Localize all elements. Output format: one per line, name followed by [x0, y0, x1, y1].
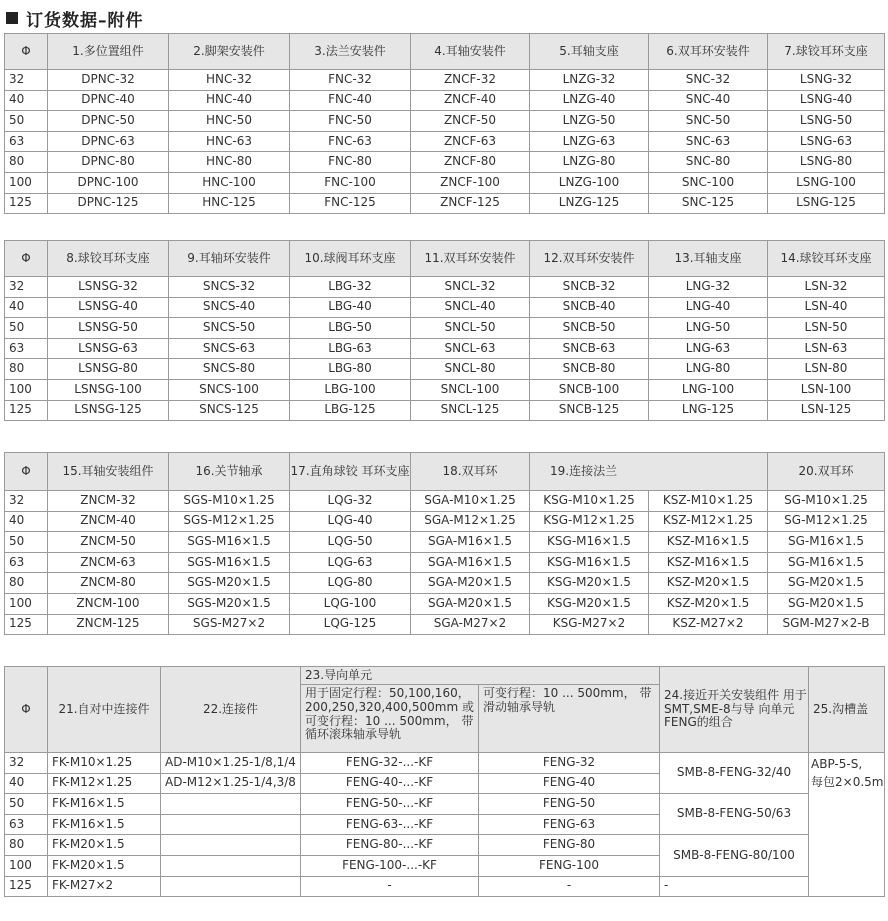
part-number-cell: SNC-100 [649, 172, 768, 193]
part-number-cell: LSNSG-40 [48, 297, 169, 318]
part-number-cell: AD-M12×1.25-1/4,3/8 [161, 773, 301, 794]
part-number-cell: LNG-100 [649, 379, 768, 400]
part-number-cell: SNCS-80 [169, 359, 290, 380]
part-number-cell: LNG-63 [649, 338, 768, 359]
part-number-cell: SGM-M27×2-B [768, 614, 885, 635]
bore-size-cell: 32 [5, 70, 48, 91]
bore-size-cell: 80 [5, 835, 48, 856]
part-number-cell: SGS-M10×1.25 [169, 491, 290, 512]
section-heading [6, 6, 144, 30]
part-number-cell: SGS-M16×1.5 [169, 532, 290, 553]
page-title: 订货数据–附件 [26, 10, 144, 31]
column-header: 5.耳轴支座 [530, 34, 649, 70]
part-number-cell: LQG-32 [290, 491, 411, 512]
part-number-cell: FENG-40-...-KF [301, 773, 479, 794]
part-number-cell: LSNG-50 [768, 111, 885, 132]
part-number-cell: KSZ-M12×1.25 [649, 511, 768, 532]
bore-size-cell: 100 [5, 855, 48, 876]
part-number-cell: FK-M10×1.25 [48, 753, 161, 774]
part-number-cell: LNG-40 [649, 297, 768, 318]
column-header: 11.双耳环安装件 [411, 241, 530, 277]
part-number-cell: LSN-80 [768, 359, 885, 380]
part-number-cell: LBG-32 [290, 277, 411, 298]
part-number-cell: LNZG-125 [530, 193, 649, 214]
column-header: 14.球铰耳环支座 [768, 241, 885, 277]
part-number-cell: KSG-M16×1.5 [530, 552, 649, 573]
part-number-cell: FENG-32 [479, 753, 660, 774]
part-number-cell: LQG-100 [290, 593, 411, 614]
table-row [5, 152, 885, 173]
table-row [5, 532, 885, 553]
part-number-cell: FK-M20×1.5 [48, 855, 161, 876]
part-number-cell: SNCB-80 [530, 359, 649, 380]
header-phi: Φ [5, 667, 48, 753]
proximity-switch-kit-cell: SMB-8-FENG-32/40 [660, 753, 809, 794]
header-connecting-flange: 19.连接法兰 [530, 453, 768, 491]
part-number-cell: FENG-80 [479, 835, 660, 856]
proximity-switch-kit-cell: - [660, 876, 809, 897]
part-number-cell: LBG-125 [290, 400, 411, 421]
part-number-cell: KSG-M27×2 [530, 614, 649, 635]
part-number-cell: DPNC-80 [48, 152, 169, 173]
header-joint-bearing: 16.关节轴承 [169, 453, 290, 491]
part-number-cell: SNC-125 [649, 193, 768, 214]
table-row [5, 835, 885, 856]
bore-size-cell: 40 [5, 297, 48, 318]
part-number-cell: SNCS-50 [169, 318, 290, 339]
part-number-cell: HNC-80 [169, 152, 290, 173]
part-number-cell: SG-M16×1.5 [768, 532, 885, 553]
part-number-cell: LBG-63 [290, 338, 411, 359]
part-number-cell: LSNG-100 [768, 172, 885, 193]
part-number-cell: ZNCM-100 [48, 593, 169, 614]
table-row [5, 277, 885, 298]
part-number-cell: SNC-80 [649, 152, 768, 173]
part-number-cell: HNC-32 [169, 70, 290, 91]
part-number-cell: - [479, 876, 660, 897]
part-number-cell: DPNC-32 [48, 70, 169, 91]
part-number-cell: LNG-32 [649, 277, 768, 298]
table-row [5, 614, 885, 635]
part-number-cell: FENG-40 [479, 773, 660, 794]
part-number-cell: LNZG-63 [530, 131, 649, 152]
table-row [5, 753, 885, 774]
table-row [5, 491, 885, 512]
table-row [5, 131, 885, 152]
part-number-cell: HNC-40 [169, 90, 290, 111]
table-row [5, 297, 885, 318]
column-header: 1.多位置组件 [48, 34, 169, 70]
part-number-cell: SNCL-80 [411, 359, 530, 380]
part-number-cell: ZNCF-32 [411, 70, 530, 91]
part-number-cell: LNZG-32 [530, 70, 649, 91]
bore-size-cell: 32 [5, 753, 48, 774]
part-number-cell: SNCL-40 [411, 297, 530, 318]
part-number-cell [161, 855, 301, 876]
part-number-cell: KSG-M16×1.5 [530, 532, 649, 553]
part-number-cell: ZNCM-50 [48, 532, 169, 553]
part-number-cell: HNC-50 [169, 111, 290, 132]
table-header-row [5, 241, 885, 277]
part-number-cell: FENG-100-...-KF [301, 855, 479, 876]
part-number-cell: LSN-50 [768, 318, 885, 339]
part-number-cell: SNCS-40 [169, 297, 290, 318]
part-number-cell: DPNC-50 [48, 111, 169, 132]
column-header: 9.耳轴环安装件 [169, 241, 290, 277]
part-number-cell: SGS-M12×1.25 [169, 511, 290, 532]
accessories-table-1 [4, 33, 885, 214]
bore-size-cell: 80 [5, 573, 48, 594]
column-header: 8.球铰耳环支座 [48, 241, 169, 277]
part-number-cell: FNC-63 [290, 131, 411, 152]
part-number-cell: SGA-M16×1.5 [411, 532, 530, 553]
part-number-cell: SG-M16×1.5 [768, 552, 885, 573]
table-row [5, 573, 885, 594]
header-guide-unit: 23.导向单元 [301, 667, 660, 685]
table-header-row [5, 34, 885, 70]
part-number-cell: HNC-125 [169, 193, 290, 214]
part-number-cell: SGS-M16×1.5 [169, 552, 290, 573]
part-number-cell: SNCS-125 [169, 400, 290, 421]
bore-size-cell: 80 [5, 152, 48, 173]
accessories-table-4 [4, 666, 885, 897]
part-number-cell: SGS-M20×1.5 [169, 593, 290, 614]
part-number-cell: SNC-32 [649, 70, 768, 91]
table-row [5, 794, 885, 815]
part-number-cell: SNCB-40 [530, 297, 649, 318]
part-number-cell: LNZG-100 [530, 172, 649, 193]
bore-size-cell: 100 [5, 593, 48, 614]
part-number-cell: SNCB-32 [530, 277, 649, 298]
part-number-cell: LBG-100 [290, 379, 411, 400]
part-number-cell: FK-M12×1.25 [48, 773, 161, 794]
part-number-cell: LNG-125 [649, 400, 768, 421]
part-number-cell: SNCB-50 [530, 318, 649, 339]
part-number-cell: FENG-80-...-KF [301, 835, 479, 856]
part-number-cell: LSNSG-63 [48, 338, 169, 359]
part-number-cell: LSNG-32 [768, 70, 885, 91]
part-number-cell: - [301, 876, 479, 897]
part-number-cell: KSZ-M20×1.5 [649, 573, 768, 594]
header-double-clevis-20: 20.双耳环 [768, 453, 885, 491]
part-number-cell: ZNCM-80 [48, 573, 169, 594]
part-number-cell: LQG-40 [290, 511, 411, 532]
bore-size-cell: 50 [5, 111, 48, 132]
accessories-table-3 [4, 452, 885, 635]
header-guide-variable-stroke: 可变行程：10 ... 500mm， 带滑动轴承导轨 [479, 685, 660, 753]
table-row [5, 90, 885, 111]
part-number-cell: SG-M20×1.5 [768, 573, 885, 594]
part-number-cell [161, 814, 301, 835]
part-number-cell: FNC-32 [290, 70, 411, 91]
part-number-cell: LSN-125 [768, 400, 885, 421]
part-number-cell: FK-M27×2 [48, 876, 161, 897]
part-number-cell: AD-M10×1.25-1/8,1/4 [161, 753, 301, 774]
part-number-cell: SGS-M27×2 [169, 614, 290, 635]
header-guide-fixed-stroke: 用于固定行程：50,100,160， 200,250,320,400,500mm 或可变行程：10 ... 500mm， 带循环滚珠轴承导轨 [301, 685, 479, 753]
part-number-cell: SG-M12×1.25 [768, 511, 885, 532]
part-number-cell: SNC-63 [649, 131, 768, 152]
part-number-cell: ZNCF-100 [411, 172, 530, 193]
square-bullet-icon [6, 12, 18, 24]
part-number-cell: SGA-M20×1.5 [411, 593, 530, 614]
part-number-cell: ZNCF-40 [411, 90, 530, 111]
bore-size-cell: 50 [5, 532, 48, 553]
column-header: 10.球阀耳环支座 [290, 241, 411, 277]
part-number-cell: SG-M10×1.25 [768, 491, 885, 512]
part-number-cell: LNG-80 [649, 359, 768, 380]
part-number-cell: FENG-50 [479, 794, 660, 815]
part-number-cell: FNC-50 [290, 111, 411, 132]
part-number-cell: KSZ-M20×1.5 [649, 593, 768, 614]
part-number-cell: DPNC-40 [48, 90, 169, 111]
part-number-cell: FENG-32-...-KF [301, 753, 479, 774]
part-number-cell: ZNCM-63 [48, 552, 169, 573]
part-number-cell: SNCB-100 [530, 379, 649, 400]
part-number-cell: DPNC-125 [48, 193, 169, 214]
header-phi: Φ [5, 453, 48, 491]
part-number-cell: SNCS-63 [169, 338, 290, 359]
part-number-cell: FNC-125 [290, 193, 411, 214]
part-number-cell: LBG-40 [290, 297, 411, 318]
part-number-cell: KSZ-M16×1.5 [649, 552, 768, 573]
part-number-cell: KSZ-M16×1.5 [649, 532, 768, 553]
part-number-cell: LSNSG-80 [48, 359, 169, 380]
column-header: 4.耳轴安装件 [411, 34, 530, 70]
slot-cover-cell: ABP-5-S, 每包2×0.5m [809, 753, 885, 897]
bore-size-cell: 50 [5, 794, 48, 815]
table-row [5, 70, 885, 91]
part-number-cell: SNCL-50 [411, 318, 530, 339]
bore-size-cell: 125 [5, 876, 48, 897]
header-self-centering-connector: 21.自对中连接件 [48, 667, 161, 753]
bore-size-cell: 63 [5, 338, 48, 359]
header-phi: Φ [5, 34, 48, 70]
header-proximity-switch-kit: 24.接近开关安装组件 用于SMT,SME-8与导 向单元FENG的组合 [660, 667, 809, 753]
part-number-cell: DPNC-100 [48, 172, 169, 193]
part-number-cell: SNCS-100 [169, 379, 290, 400]
part-number-cell: SNC-50 [649, 111, 768, 132]
table-row [5, 552, 885, 573]
column-header: 12.双耳环安装件 [530, 241, 649, 277]
bore-size-cell: 40 [5, 511, 48, 532]
part-number-cell: KSG-M20×1.5 [530, 593, 649, 614]
proximity-switch-kit-cell: SMB-8-FENG-80/100 [660, 835, 809, 876]
part-number-cell: FK-M20×1.5 [48, 835, 161, 856]
part-number-cell: KSZ-M27×2 [649, 614, 768, 635]
part-number-cell: LSNSG-125 [48, 400, 169, 421]
table-row [5, 193, 885, 214]
part-number-cell: LNG-50 [649, 318, 768, 339]
part-number-cell: LSNSG-32 [48, 277, 169, 298]
table-row [5, 379, 885, 400]
part-number-cell: LSN-100 [768, 379, 885, 400]
part-number-cell: SNCL-32 [411, 277, 530, 298]
part-number-cell: SGA-M12×1.25 [411, 511, 530, 532]
column-header: 2.脚架安装件 [169, 34, 290, 70]
part-number-cell: LSNG-63 [768, 131, 885, 152]
table-header-row [5, 453, 885, 491]
part-number-cell: ZNCM-125 [48, 614, 169, 635]
part-number-cell: ZNCF-125 [411, 193, 530, 214]
table-row [5, 338, 885, 359]
header-double-clevis: 18.双耳环 [411, 453, 530, 491]
bore-size-cell: 63 [5, 131, 48, 152]
column-header: 13.耳轴支座 [649, 241, 768, 277]
part-number-cell: FNC-100 [290, 172, 411, 193]
bore-size-cell: 100 [5, 172, 48, 193]
bore-size-cell: 32 [5, 491, 48, 512]
column-header: 6.双耳环安装件 [649, 34, 768, 70]
part-number-cell: SGA-M20×1.5 [411, 573, 530, 594]
part-number-cell: LSNSG-100 [48, 379, 169, 400]
part-number-cell: KSG-M10×1.25 [530, 491, 649, 512]
part-number-cell: SG-M20×1.5 [768, 593, 885, 614]
part-number-cell: LSN-40 [768, 297, 885, 318]
part-number-cell: SNCL-125 [411, 400, 530, 421]
table-row [5, 359, 885, 380]
part-number-cell [161, 835, 301, 856]
part-number-cell: ZNCF-63 [411, 131, 530, 152]
header-phi: Φ [5, 241, 48, 277]
part-number-cell [161, 794, 301, 815]
part-number-cell: LNZG-80 [530, 152, 649, 173]
part-number-cell: LQG-80 [290, 573, 411, 594]
bore-size-cell: 125 [5, 614, 48, 635]
bore-size-cell: 63 [5, 814, 48, 835]
column-header: 3.法兰安装件 [290, 34, 411, 70]
header-slot-cover: 25.沟槽盖 [809, 667, 885, 753]
table-row [5, 400, 885, 421]
part-number-cell: LSN-32 [768, 277, 885, 298]
table-row [5, 111, 885, 132]
bore-size-cell: 50 [5, 318, 48, 339]
table-row [5, 172, 885, 193]
part-number-cell: SNCL-100 [411, 379, 530, 400]
part-number-cell: FK-M16×1.5 [48, 814, 161, 835]
bore-size-cell: 125 [5, 193, 48, 214]
part-number-cell: SGA-M27×2 [411, 614, 530, 635]
header-ear-shaft-assembly: 15.耳轴安装组件 [48, 453, 169, 491]
part-number-cell: SGA-M10×1.25 [411, 491, 530, 512]
part-number-cell: SNCL-63 [411, 338, 530, 359]
bore-size-cell: 40 [5, 90, 48, 111]
part-number-cell: FENG-63-...-KF [301, 814, 479, 835]
part-number-cell: FNC-40 [290, 90, 411, 111]
accessories-table-2 [4, 240, 885, 421]
part-number-cell: LBG-80 [290, 359, 411, 380]
part-number-cell: LSNG-80 [768, 152, 885, 173]
part-number-cell: SGS-M20×1.5 [169, 573, 290, 594]
part-number-cell: FENG-63 [479, 814, 660, 835]
table-row [5, 593, 885, 614]
bore-size-cell: 125 [5, 400, 48, 421]
part-number-cell: LSN-63 [768, 338, 885, 359]
part-number-cell: ZNCM-40 [48, 511, 169, 532]
part-number-cell: KSG-M20×1.5 [530, 573, 649, 594]
bore-size-cell: 63 [5, 552, 48, 573]
part-number-cell: LQG-50 [290, 532, 411, 553]
bore-size-cell: 100 [5, 379, 48, 400]
table-row [5, 876, 885, 897]
part-number-cell: FENG-100 [479, 855, 660, 876]
part-number-cell: ZNCM-32 [48, 491, 169, 512]
bore-size-cell: 32 [5, 277, 48, 298]
part-number-cell: HNC-100 [169, 172, 290, 193]
proximity-switch-kit-cell: SMB-8-FENG-50/63 [660, 794, 809, 835]
part-number-cell: LSNG-125 [768, 193, 885, 214]
part-number-cell: KSZ-M10×1.25 [649, 491, 768, 512]
part-number-cell: LSNSG-50 [48, 318, 169, 339]
part-number-cell: KSG-M12×1.25 [530, 511, 649, 532]
part-number-cell: FK-M16×1.5 [48, 794, 161, 815]
part-number-cell: SNCB-63 [530, 338, 649, 359]
part-number-cell: SGA-M16×1.5 [411, 552, 530, 573]
part-number-cell: LNZG-40 [530, 90, 649, 111]
bore-size-cell: 40 [5, 773, 48, 794]
part-number-cell: ZNCF-80 [411, 152, 530, 173]
part-number-cell: LQG-63 [290, 552, 411, 573]
header-right-angle-clevis: 17.直角球铰 耳环支座 [290, 453, 411, 491]
table-row [5, 318, 885, 339]
part-number-cell: SNCB-125 [530, 400, 649, 421]
part-number-cell: HNC-63 [169, 131, 290, 152]
part-number-cell: DPNC-63 [48, 131, 169, 152]
header-connector: 22.连接件 [161, 667, 301, 753]
part-number-cell: ZNCF-50 [411, 111, 530, 132]
part-number-cell: SNC-40 [649, 90, 768, 111]
table-row [5, 511, 885, 532]
part-number-cell: FENG-50-...-KF [301, 794, 479, 815]
part-number-cell: LSNG-40 [768, 90, 885, 111]
part-number-cell: FNC-80 [290, 152, 411, 173]
part-number-cell: LQG-125 [290, 614, 411, 635]
bore-size-cell: 80 [5, 359, 48, 380]
column-header: 7.球铰耳环支座 [768, 34, 885, 70]
part-number-cell: LNZG-50 [530, 111, 649, 132]
part-number-cell: LBG-50 [290, 318, 411, 339]
part-number-cell [161, 876, 301, 897]
part-number-cell: SNCS-32 [169, 277, 290, 298]
